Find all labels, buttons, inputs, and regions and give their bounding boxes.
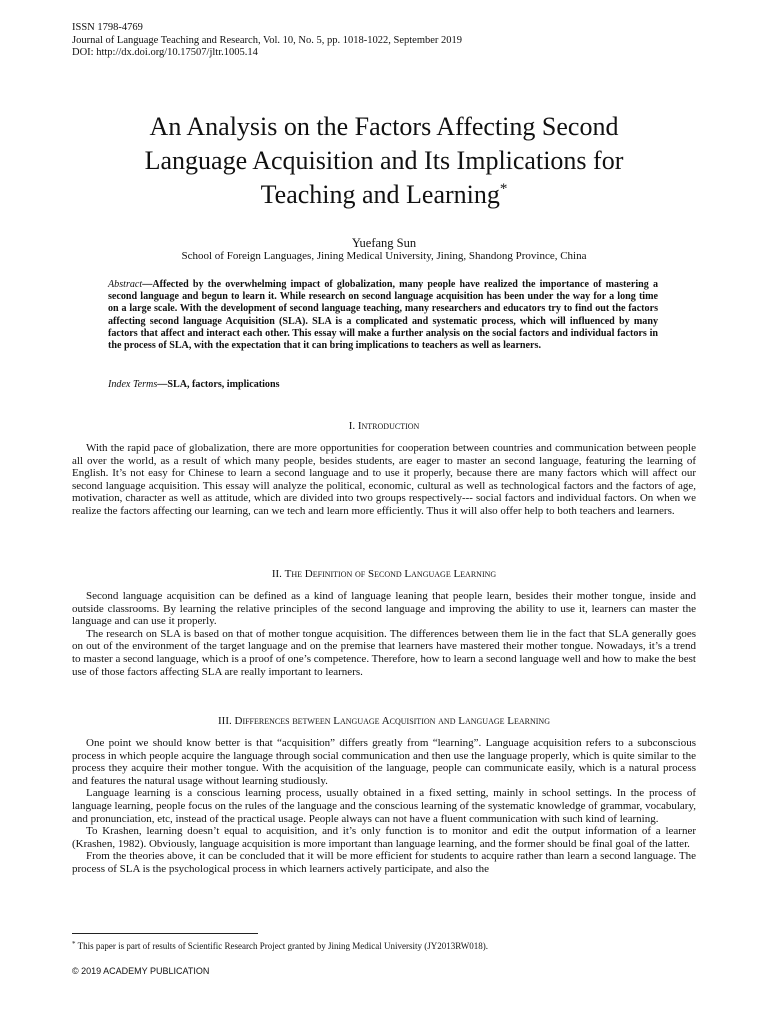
issn: ISSN 1798-4769: [72, 22, 143, 33]
title-line-1: An Analysis on the Factors Affecting Second: [149, 112, 619, 141]
abstract: [108, 279, 658, 352]
section-heading-1: [72, 420, 696, 433]
title-line-2: Language Acquisition and Its Implications for: [144, 146, 624, 175]
section-heading-2: [72, 568, 696, 581]
doi-link[interactable]: DOI: http://dx.doi.org/10.17507/jltr.1005.14: [72, 47, 258, 58]
paragraph: Second language acquisition can be defined as a kind of language leaning that people learn, besides their mother tongue, inside and outside classrooms. By learning the relative principles of the second language and improving the ability to use it, learners can master the language and can use it properly.: [72, 590, 696, 628]
index-terms-label: Index Terms: [108, 379, 158, 390]
section-number: III.: [218, 715, 235, 727]
abstract-text: —Affected by the overwhelming impact of globalization, many people have realized the importance of mastering a second language and begun to learn it. While research on second language acquisition has been under the way for a long time on a large scale. With the development of second language teaching, many researchers and educators try to find out the factors affecting second language Acquisition (SLA). SLA is a complicated and systematic process, which will influenced by many factors that affect and interact each other. This essay will make a further analysis on the social factors and individual factors in the process of SLA, with the expectation that it can bring implications to teachers as well as learners.: [108, 279, 658, 352]
paragraph: Language learning is a conscious learning process, usually obtained in a fixed setting, mainly in school settings. In the process of language learning, people focus on the rules of the language and the conscious learning of the systematic knowledge of grammar, vocabulary, and pronunciation, etc, instead of the practical usage. People always can not have a fluent communication with such kind of learning.: [72, 787, 696, 825]
index-terms: [108, 379, 658, 391]
section-title: Differences between Language Acquisition and Language Learning: [234, 715, 550, 727]
footnote-text: This paper is part of results of Scientific Research Project granted by Jining Medical University (JY2013RW018).: [75, 941, 488, 951]
paper-title: [60, 110, 708, 212]
index-terms-text: —SLA, factors, implications: [157, 379, 280, 390]
section-heading-3: [72, 715, 696, 728]
abstract-label: Abstract: [108, 279, 143, 290]
author-name: Yuefang Sun: [351, 236, 417, 250]
section-body-1: [72, 442, 696, 518]
paragraph: One point we should know better is that “acquisition” differs greatly from “learning”. Language acquisition refers to a subconscious process in which people acquire the language through social communication and then use the language properly, which is quite similar to the process they acquire their mother tongue. With the acquisition of the language, people can communicate easily, which is a natural process and features the natural usage without learning studiously.: [72, 737, 696, 787]
section-body-3: [72, 737, 696, 876]
section-title: Introduction: [357, 420, 420, 432]
section-body-2: [72, 590, 696, 678]
section-number: II.: [271, 568, 285, 580]
paragraph: With the rapid pace of globalization, there are more opportunities for cooperation between countries and communication between people all over the world, as a result of which many people, besides students, are eager to master an second language, featuring the learning of English. It’s not easy for Chinese to learn a second language and to use it properly, because there are many factors which will affect our second language acquisition. This essay will analyze the political, economic, cultural as well as technological factors and the factors of age, motivation, character as well as attitude, which are divided into two groups respectively--- social factors and individual factors. On when we realize the factors affecting our learning, can we tech and learn more efficiently. Thus it will also offer help to both teachers and learners.: [72, 442, 696, 517]
footnote-marker: *: [72, 940, 76, 948]
paragraph: To Krashen, learning doesn’t equal to acquisition, and it’s only function is to monitor and edit the output information of a learner (Krashen, 1982). Obviously, language acquisition is more important than language learning, and the former should be final goal of the latter.: [72, 825, 696, 850]
paragraph: The research on SLA is based on that of mother tongue acquisition. The differences between them lie in the fact that SLA generally goes on out of the environment of the target language and on the premise that learners have mastered their mother tongue. Nowadays, it’s a trend to master a second language, which is a proof of one’s competence. Therefore, how to learn a second language well and how to make the best use of those factors affecting SLA are really important to learners.: [72, 627, 696, 678]
journal-header: [72, 22, 462, 60]
paragraph: From the theories above, it can be concluded that it will be more efficient for students to acquire rather than learn a second language. The process of SLA is the psychological process in which learners actively participate, and also the: [72, 850, 696, 875]
journal-citation: Journal of Language Teaching and Research, Vol. 10, No. 5, pp. 1018-1022, September 2019: [72, 34, 463, 46]
footnote: [72, 941, 696, 952]
copyright-notice: © 2019 ACADEMY PUBLICATION: [72, 966, 210, 976]
author-affiliation: School of Foreign Languages, Jining Medical University, Jining, Shandong Province, China: [181, 250, 587, 262]
title-line-3-text: Teaching and Learning: [260, 180, 500, 209]
title-footnote-marker[interactable]: *: [499, 181, 508, 197]
section-number: I.: [348, 420, 358, 432]
title-line-3: [60, 178, 708, 212]
section-title: The Definition of Second Language Learning: [284, 568, 497, 580]
footnote-divider: [72, 933, 258, 934]
